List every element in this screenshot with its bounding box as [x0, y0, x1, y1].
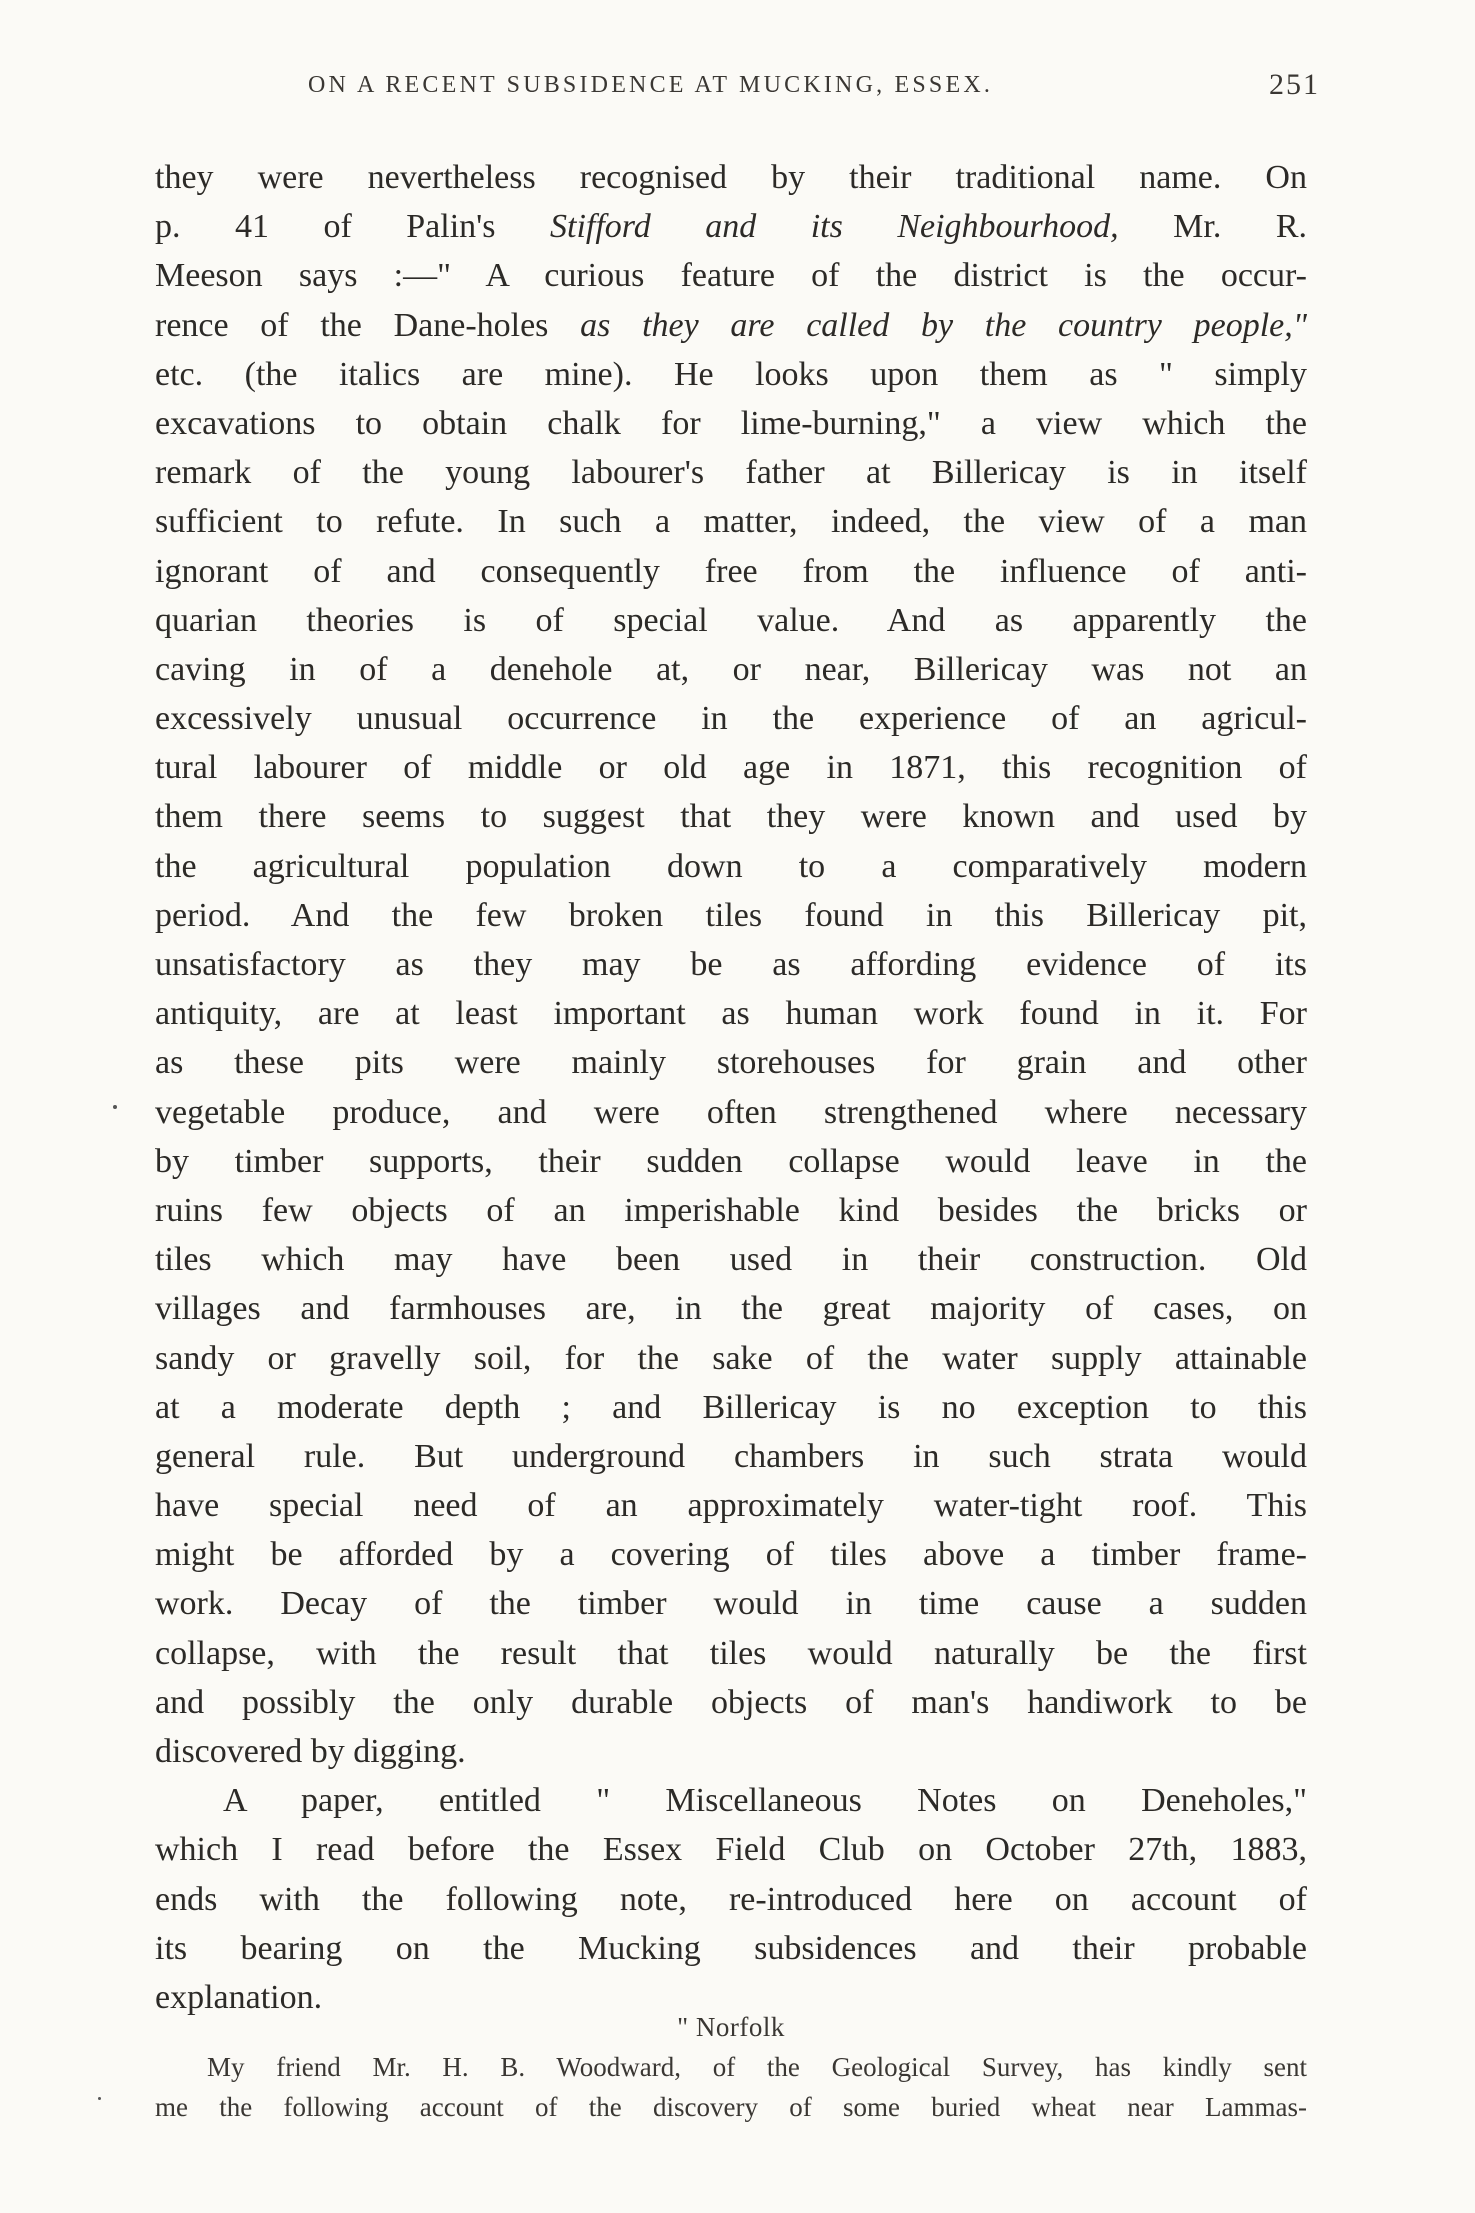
text-line	[155, 202, 1307, 251]
text-line	[155, 497, 1307, 546]
text-line	[155, 1334, 1307, 1383]
text-line	[155, 1924, 1307, 1973]
text-span: period. And the few broken tiles found in this Billericay pit,	[155, 896, 1307, 934]
text-line	[155, 1186, 1307, 1235]
text-line	[155, 153, 1307, 202]
text-span: as these pits were mainly storehouses for grain and other	[155, 1044, 1307, 1082]
text-span: the agricultural population down to a comparatively modern	[155, 847, 1307, 885]
text-span: tiles which may have been used in their construction. Old	[155, 1241, 1307, 1279]
text-span: quarian theories is of special value. And as apparently the	[155, 601, 1307, 639]
text-line	[155, 891, 1307, 940]
text-span: have special need of an approximately water-tight roof. This	[155, 1487, 1307, 1525]
text-line	[155, 1825, 1307, 1874]
text-span: its bearing on the Mucking subsidences and their probable	[155, 1929, 1307, 1967]
text-line	[155, 792, 1307, 841]
quote-line: My friend Mr. H. B. Woodward, of the Geological Survey, has kindly sent	[207, 2052, 1307, 2082]
text-span: caving in of a denehole at, or near, Billericay was not an	[155, 650, 1307, 688]
text-span: sufficient to refute. In such a matter, indeed, the view of a man	[155, 503, 1307, 541]
text-line	[155, 1432, 1307, 1481]
text-line	[155, 1481, 1307, 1530]
book-title-italic: Stifford and its Neighbourhood,	[550, 208, 1119, 246]
text-line	[155, 842, 1307, 891]
page-number: 251	[1269, 68, 1320, 101]
text-line	[155, 1137, 1307, 1186]
text-line	[155, 694, 1307, 743]
running-title: ON A RECENT SUBSIDENCE AT MUCKING, ESSEX.	[308, 72, 994, 98]
text-line	[155, 448, 1307, 497]
text-line	[155, 1530, 1307, 1579]
text-line	[155, 350, 1307, 399]
text-span: work. Decay of the timber would in time cause a sudden	[155, 1585, 1307, 1623]
text-line	[155, 743, 1307, 792]
quoted-note	[155, 2007, 1307, 2127]
text-span: ruins few objects of an imperishable kind besides the bricks or	[155, 1191, 1307, 1229]
text-span: Mr. R.	[1118, 208, 1307, 246]
text-span: excavations to obtain chalk for lime-burning," a view which the	[155, 404, 1307, 442]
paragraph-start-line	[155, 1776, 1307, 1825]
text-span: which I read before the Essex Field Club on October 27th, 1883,	[155, 1831, 1307, 1869]
text-span: unsatisfactory as they may be as affording evidence of its	[155, 946, 1307, 983]
text-span: collapse, with the result that tiles would naturally be the first	[155, 1634, 1307, 1672]
text-line	[155, 251, 1307, 300]
text-line	[155, 596, 1307, 645]
text-span: tural labourer of middle or old age in 1871, this recognition of	[155, 749, 1307, 787]
text-span: Meeson says :—" A curious feature of the district is the occur-	[155, 257, 1307, 295]
text-span: by timber supports, their sudden collapse would leave in the	[155, 1142, 1307, 1180]
text-span: discovered by digging.	[155, 1733, 466, 1770]
text-span: sandy or gravelly soil, for the sake of the water supply attainable	[155, 1339, 1307, 1377]
paragraph-end-line	[155, 1727, 1307, 1776]
text-line	[155, 399, 1307, 448]
text-line	[155, 547, 1307, 596]
text-line	[155, 1088, 1307, 1137]
text-line	[155, 645, 1307, 694]
text-span: villages and farmhouses are, in the great majority of cases, on	[155, 1290, 1307, 1328]
text-line	[155, 940, 1307, 989]
text-line	[155, 1038, 1307, 1087]
text-line	[155, 1235, 1307, 1284]
text-span: antiquity, are at least important as human work found in it. For	[155, 995, 1307, 1033]
text-line	[155, 1284, 1307, 1333]
text-span: rence of the Dane-holes	[155, 306, 581, 344]
text-span: and possibly the only durable objects of man's handiwork to be	[155, 1683, 1307, 1721]
ink-speck	[98, 2097, 101, 2100]
text-line	[155, 301, 1307, 350]
quote-line: me the following account of the discovery of some buried wheat near Lammas-	[155, 2092, 1307, 2122]
text-line	[155, 1629, 1307, 1678]
text-span: general rule. But underground chambers in such strata would	[155, 1437, 1307, 1475]
text-span: excessively unusual occurrence in the experience of an agricul-	[155, 700, 1307, 738]
ink-speck	[113, 1105, 117, 1109]
running-head	[150, 68, 1320, 112]
quoted-italic: as they are called by the country people,"	[580, 306, 1307, 344]
text-span: remark of the young labourer's father at Billericay is in itself	[155, 454, 1307, 492]
text-span: they were nevertheless recognised by their traditional name. On	[155, 159, 1307, 196]
text-span: explanation.	[155, 1978, 323, 2016]
text-span: at a moderate depth ; and Billericay is no exception to this	[155, 1388, 1307, 1426]
text-span: vegetable produce, and were often strengthened where necessary	[155, 1093, 1307, 1131]
text-line	[155, 1383, 1307, 1432]
text-span: etc. (the italics are mine). He looks upon them as " simply	[155, 355, 1307, 393]
text-span: ends with the following note, re-introduced here on account of	[155, 1880, 1307, 1918]
text-line	[155, 1579, 1307, 1628]
quote-heading: " Norfolk	[677, 2012, 785, 2042]
text-line	[155, 989, 1307, 1038]
text-span: p. 41 of Palin's	[155, 208, 551, 246]
body-text	[155, 153, 1307, 2022]
text-span: A paper, entitled " Miscellaneous Notes on Deneholes,"	[223, 1782, 1307, 1820]
text-span: them there seems to suggest that they were known and used by	[155, 798, 1307, 836]
text-line	[155, 1875, 1307, 1924]
text-span: ignorant of and consequently free from the influence of anti-	[155, 552, 1307, 590]
text-span: might be afforded by a covering of tiles above a timber frame-	[155, 1536, 1307, 1574]
text-line	[155, 1678, 1307, 1727]
